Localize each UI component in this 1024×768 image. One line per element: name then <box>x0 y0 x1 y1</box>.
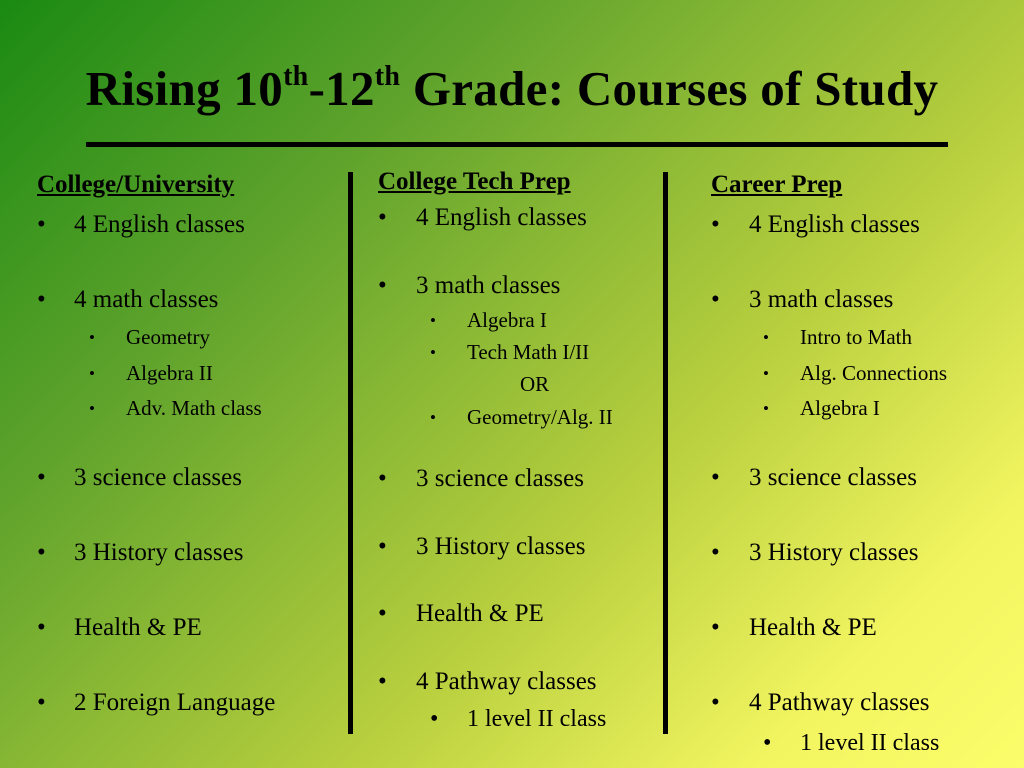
column-divider-right <box>663 172 668 734</box>
column-divider-left <box>348 172 353 734</box>
column-heading: College Tech Prep <box>378 168 571 195</box>
column-heading: Career Prep <box>711 171 843 198</box>
slide-title: Rising 10th-12th Grade: Courses of Study <box>85 61 939 116</box>
column-heading: College/University <box>37 171 235 198</box>
title-underline <box>86 142 948 147</box>
